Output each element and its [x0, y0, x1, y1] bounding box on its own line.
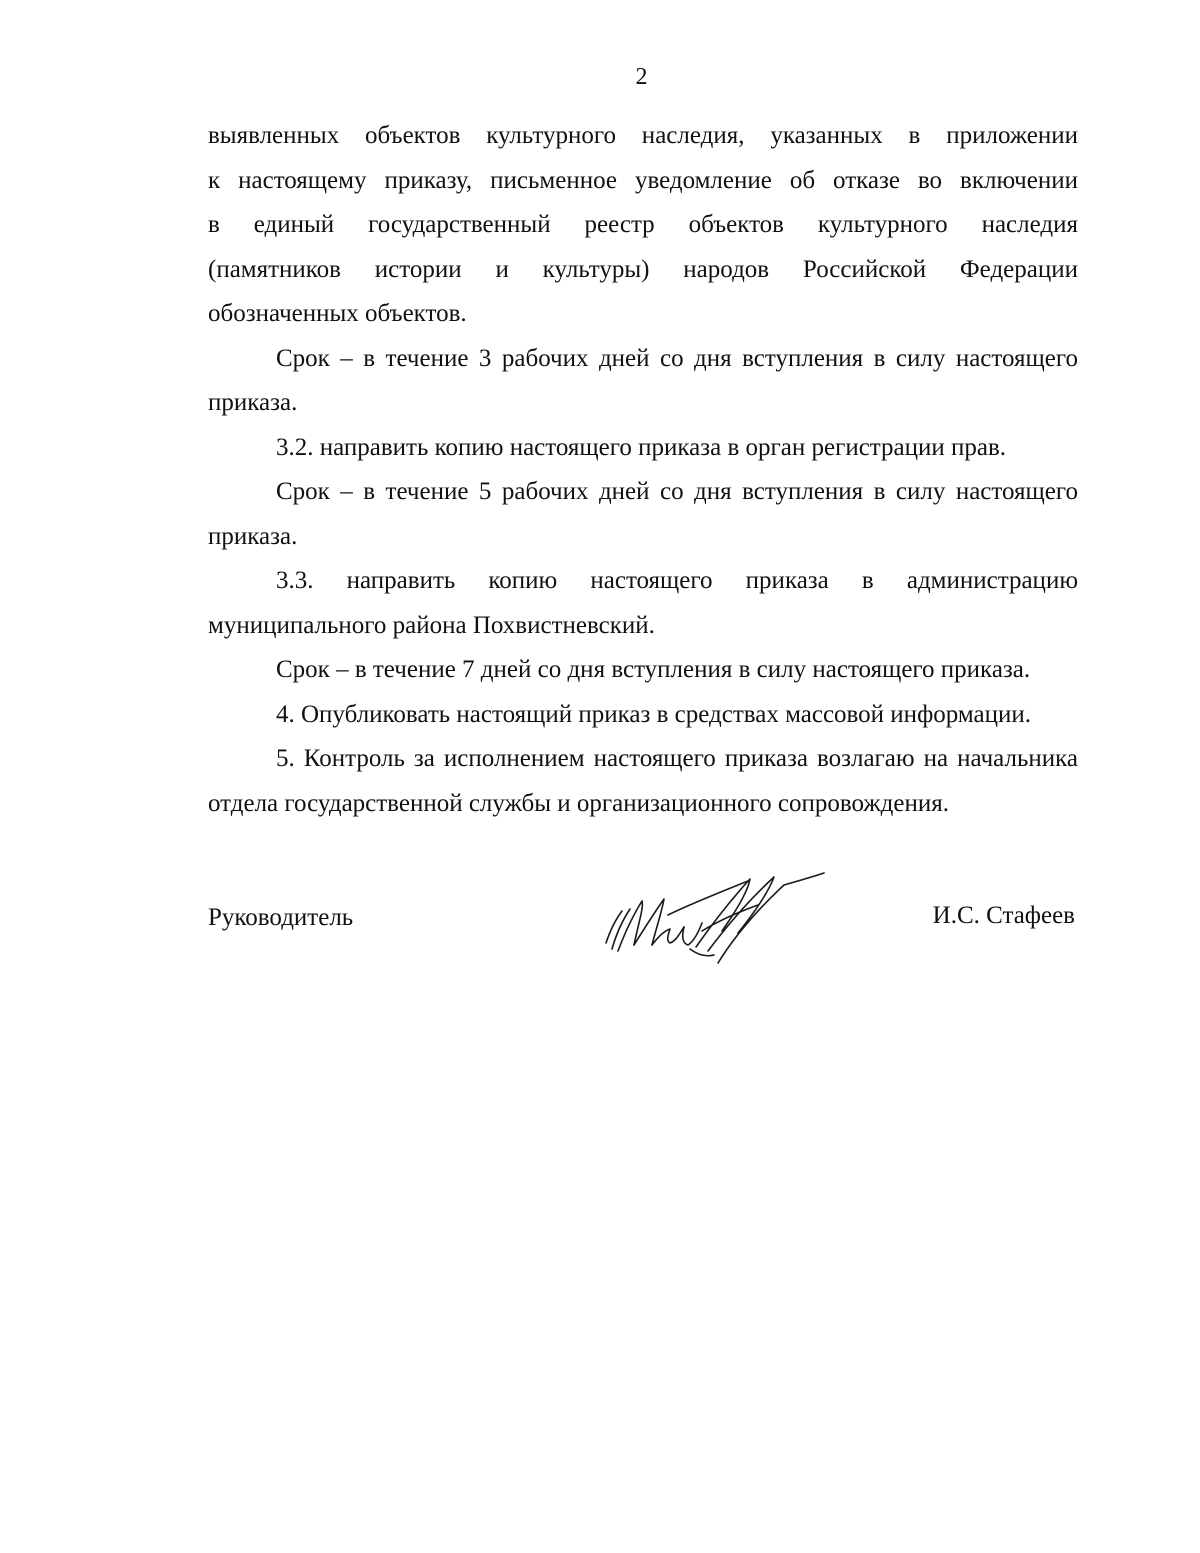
- paragraph-deadline-5-days: Срок – в течение 5 рабочих дней со дня вступления в силу настоящего приказа.: [208, 478, 1078, 550]
- text-line: обозначенных объектов.: [208, 300, 467, 327]
- paragraph-item-5: 5. Контроль за исполнением настоящего приказа возлагаю на начальника отдела государственной службы и организационного сопровождения.: [208, 745, 1078, 817]
- document-body: [208, 114, 1078, 826]
- signature-block: [208, 893, 1078, 1003]
- paragraph-deadline-3-days: Срок – в течение 3 рабочих дней со дня вступления в силу настоящего приказа.: [208, 344, 1078, 416]
- text-line: выявленных объектов культурного наследия, указанных в приложении: [208, 122, 1078, 149]
- text-line: (памятников истории и культуры) народов Российской Федерации: [208, 255, 1078, 283]
- signatory-position: Руководитель: [208, 904, 354, 931]
- text-line: в единый государственный реестр объектов культурного наследия: [208, 211, 1078, 238]
- signatory-name: И.С. Стафеев: [932, 902, 1075, 929]
- paragraph-item-3-3: 3.3. направить копию настоящего приказа в администрацию муниципального района Похвистневский.: [208, 567, 1078, 639]
- paragraph-deadline-7-days: Срок – в течение 7 дней со дня вступления в силу настоящего приказа.: [276, 656, 1031, 683]
- paragraph-continuation: [208, 114, 1078, 337]
- paragraph-item-4: 4. Опубликовать настоящий приказ в средствах массовой информации.: [276, 700, 1032, 728]
- page-number: 2: [635, 64, 648, 90]
- text-line: к настоящему приказу, письменное уведомление об отказе во включении: [208, 166, 1078, 194]
- handwritten-signature: [598, 871, 828, 981]
- paragraph-item-3-2: 3.2. направить копию настоящего приказа в орган регистрации прав.: [276, 433, 1007, 461]
